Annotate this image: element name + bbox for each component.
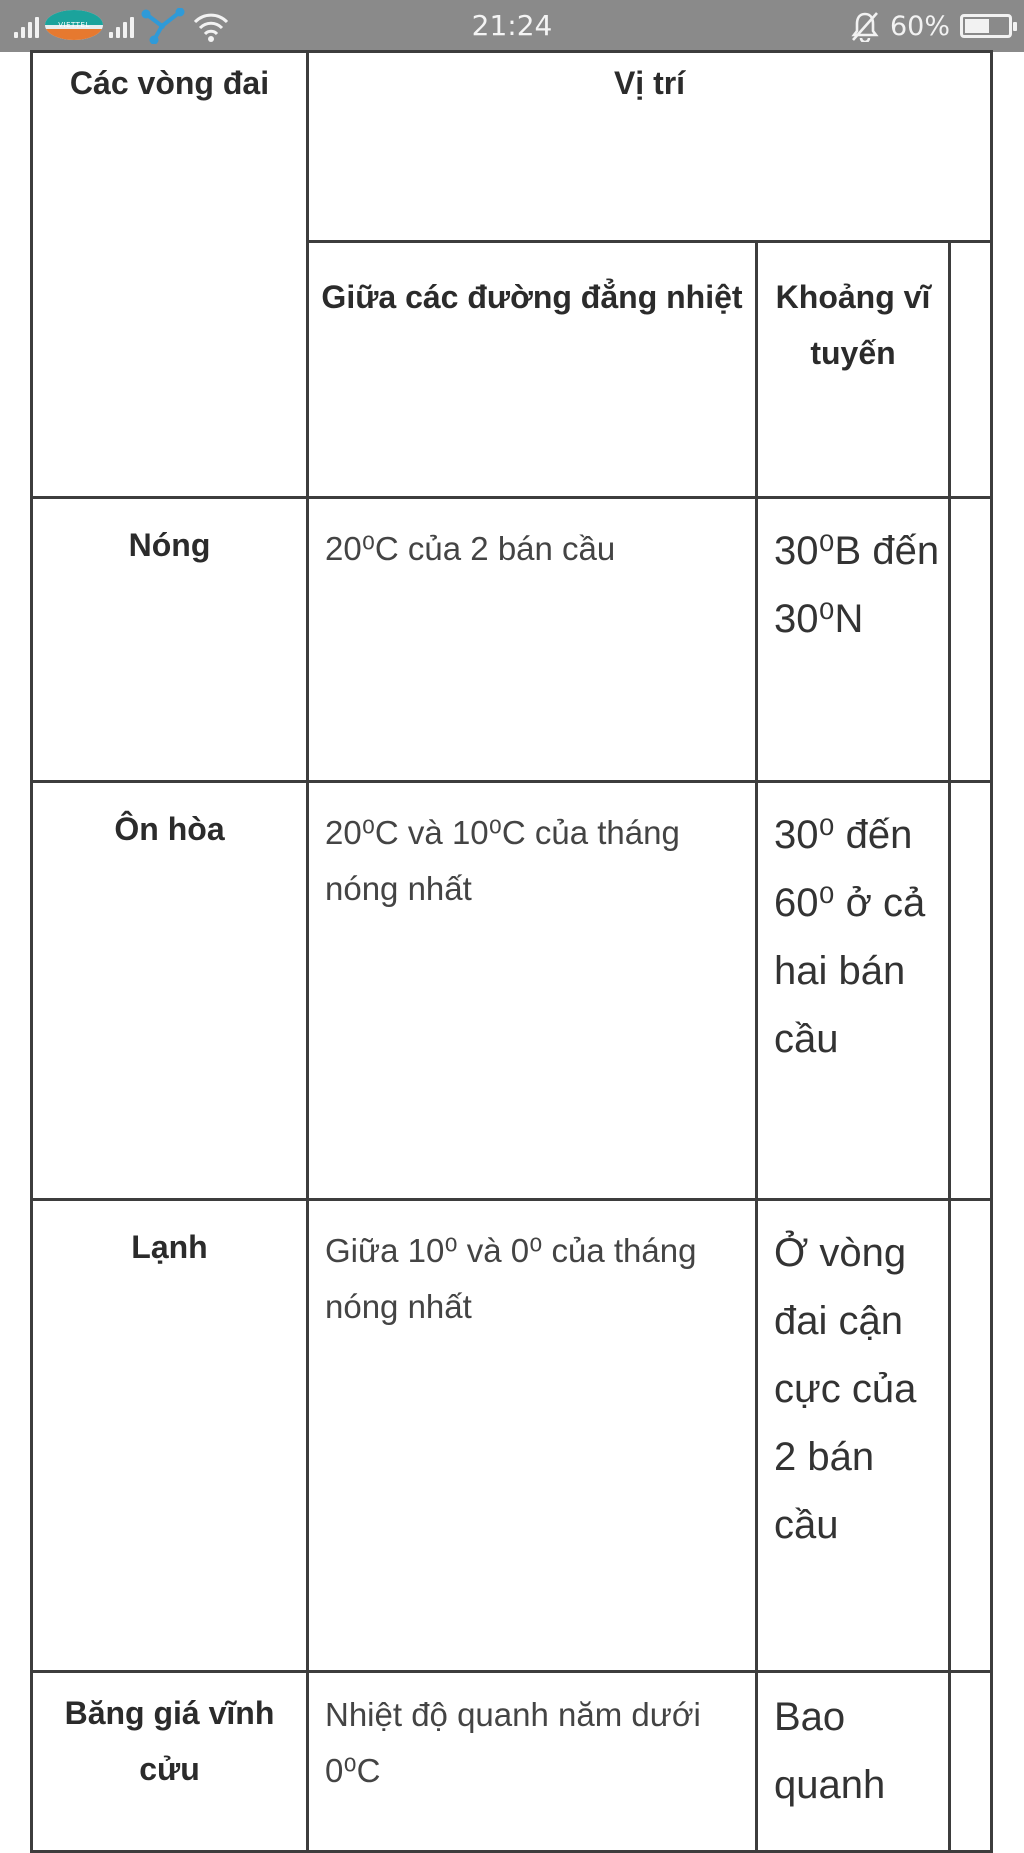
status-time: 21:24: [471, 9, 553, 42]
empty-cell: [950, 1672, 992, 1852]
empty-cell: [950, 242, 992, 498]
header-isotherm: Giữa các đường đẳng nhiệt: [308, 242, 757, 498]
battery-icon: [960, 14, 1012, 38]
empty-cell: [950, 498, 992, 782]
latitude-cell: 30⁰B đến 30⁰N: [757, 498, 950, 782]
header-zone: Các vòng đai: [32, 52, 308, 498]
latitude-cell: 30⁰ đến 60⁰ ở cả hai bán cầu: [757, 782, 950, 1200]
empty-cell: [950, 1200, 992, 1672]
status-bar: [0, 0, 1024, 52]
climate-zones-table: [30, 50, 993, 1853]
alarm-off-icon: [850, 10, 880, 42]
status-right-icons: [850, 9, 1012, 43]
zone-cell: Ôn hòa: [32, 782, 308, 1200]
isotherm-cell: Giữa 10⁰ và 0⁰ của tháng nóng nhất: [308, 1200, 757, 1672]
header-position: Vị trí: [308, 52, 992, 242]
zone-cell: Lạnh: [32, 1200, 308, 1672]
carrier-logo-text: VIETTEL: [58, 21, 90, 29]
isotherm-cell: 20⁰C của 2 bán cầu: [308, 498, 757, 782]
battery-level: [965, 19, 989, 33]
isotherm-cell: Nhiệt độ quanh năm dưới 0⁰C: [308, 1672, 757, 1852]
zone-cell: Băng giá vĩnh cửu: [32, 1672, 308, 1852]
empty-cell: [950, 782, 992, 1200]
latitude-cell: Bao quanh: [757, 1672, 950, 1852]
isotherm-cell: 20⁰C và 10⁰C của tháng nóng nhất: [308, 782, 757, 1200]
table-row: [32, 498, 992, 782]
zone-cell: Nóng: [32, 498, 308, 782]
table-row: [32, 1200, 992, 1672]
table-header-row: [32, 52, 992, 242]
table-row: [32, 1672, 992, 1852]
header-latitude: Khoảng vĩ tuyến: [757, 242, 950, 498]
battery-percent: 60%: [889, 10, 950, 42]
table-row: [32, 782, 992, 1200]
latitude-cell: Ở vòng đai cận cực của 2 bán cầu: [757, 1200, 950, 1672]
